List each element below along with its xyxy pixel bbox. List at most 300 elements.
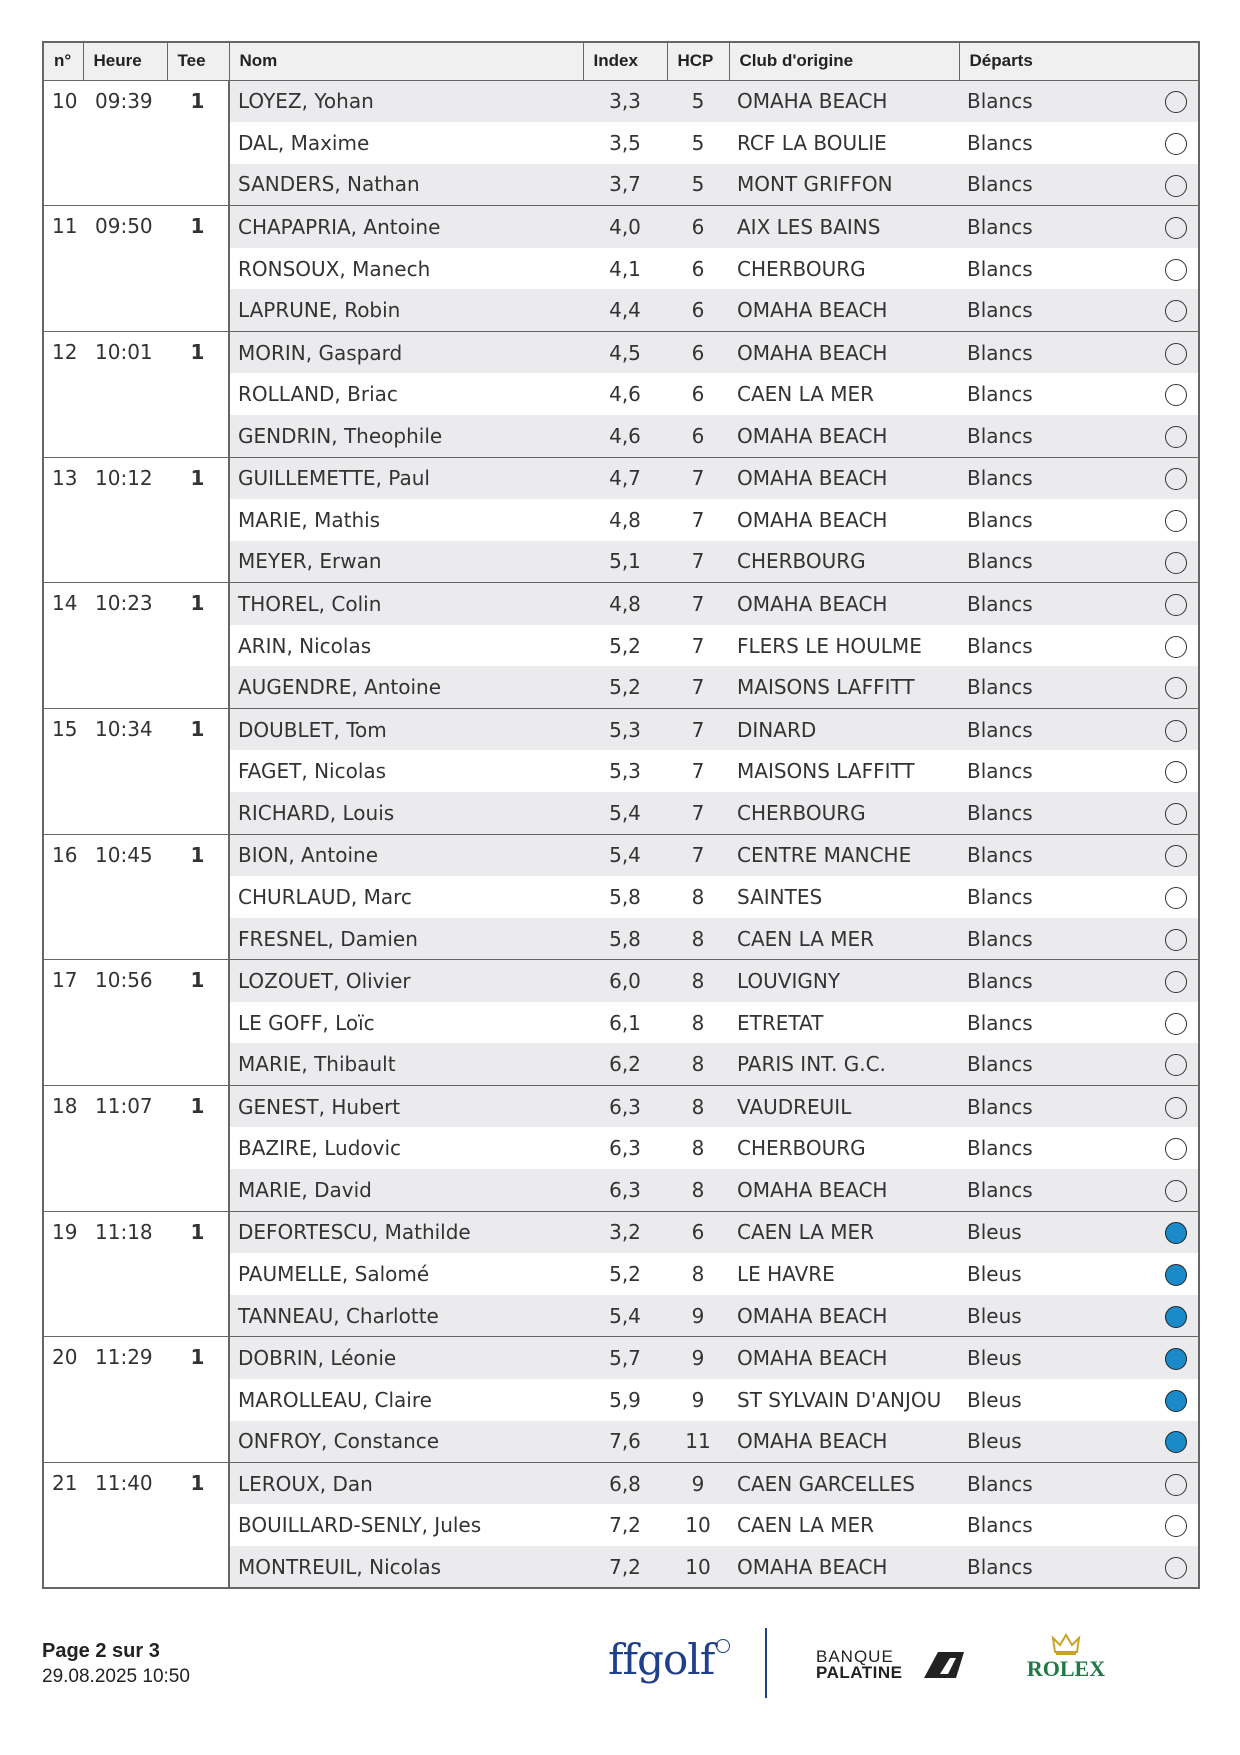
player-departure: Blancs (967, 130, 1033, 155)
tee-number: 1 (167, 80, 229, 206)
tee-number: 1 (167, 457, 229, 583)
tee-number: 1 (167, 1462, 229, 1588)
player-hcp: 9 (667, 1337, 729, 1379)
player-name: FAGET, Nicolas (238, 759, 387, 784)
table-row (43, 1085, 1199, 1127)
player-index: 6,2 (583, 1043, 667, 1085)
hollow-circle-icon (1165, 677, 1187, 699)
player-name: THOREL, Colin (229, 583, 583, 625)
blue-filled-circle-icon (1165, 1390, 1187, 1412)
departure-marker-cell (1154, 1379, 1199, 1421)
player-departure: Blancs (959, 331, 1154, 373)
player-hcp: 7 (667, 792, 729, 834)
player-index: 4,5 (583, 331, 667, 373)
hollow-circle-icon (1165, 594, 1187, 616)
hollow-circle-icon (1165, 217, 1187, 239)
departure-marker-cell (1154, 457, 1199, 499)
player-name: RICHARD, Louis (229, 792, 583, 834)
departure-marker-cell (1154, 499, 1199, 541)
hollow-circle-icon (1165, 929, 1187, 951)
player-name: BOUILLARD-SENLY, Jules (238, 1513, 482, 1538)
player-departure: Blancs (967, 382, 1033, 407)
hollow-circle-icon (1165, 845, 1187, 867)
player-departure: Blancs (959, 792, 1154, 834)
tee-number: 1 (167, 708, 229, 834)
hollow-circle-icon (1165, 510, 1187, 532)
player-departure: Bleus (959, 1337, 1154, 1379)
departure-marker-cell (1154, 750, 1199, 792)
player-hcp: 7 (667, 834, 729, 876)
player-club: PARIS INT. G.C. (729, 1043, 959, 1085)
registered-mark-icon (716, 1639, 730, 1653)
player-index: 5,1 (583, 541, 667, 583)
player-name: DEFORTESCU, Mathilde (229, 1211, 583, 1253)
player-club: CAEN LA MER (729, 1211, 959, 1253)
departure-marker-cell (1154, 792, 1199, 834)
player-club: OMAHA BEACH (729, 583, 959, 625)
player-hcp: 8 (667, 960, 729, 1002)
table-row (43, 583, 1199, 625)
group-number: 21 (43, 1462, 83, 1588)
player-club: RCF LA BOULIE (737, 130, 887, 155)
player-departure: Bleus (967, 1261, 1022, 1286)
player-hcp: 6 (691, 256, 705, 281)
player-index: 6,3 (583, 1169, 667, 1211)
player-departure: Blancs (959, 918, 1154, 960)
tee-number: 1 (167, 1337, 229, 1463)
player-index: 5,9 (609, 1387, 641, 1412)
player-club: CHERBOURG (729, 541, 959, 583)
player-club: MAISONS LAFFITT (729, 666, 959, 708)
start-list-table (42, 41, 1200, 1589)
player-departure: Blancs (959, 164, 1154, 206)
player-hcp: 9 (691, 1387, 705, 1412)
player-name: CHAPAPRIA, Antoine (229, 206, 583, 248)
player-club: CHERBOURG (729, 792, 959, 834)
departure-marker-cell (1154, 373, 1199, 415)
blue-filled-circle-icon (1165, 1264, 1187, 1286)
player-name: ROLLAND, Briac (238, 382, 398, 407)
tee-time: 09:39 (83, 80, 167, 206)
player-name: AUGENDRE, Antoine (229, 666, 583, 708)
player-index: 5,8 (583, 918, 667, 960)
group-number: 10 (43, 80, 83, 206)
rolex-logo-text: ROLEX (1026, 1656, 1106, 1681)
player-index: 4,8 (583, 583, 667, 625)
group-number: 20 (43, 1337, 83, 1463)
hollow-circle-icon (1165, 426, 1187, 448)
banque-logo-line2: PALATINE (816, 1663, 903, 1682)
player-index: 6,0 (583, 960, 667, 1002)
player-hcp: 10 (685, 1513, 711, 1538)
banque-logo-line1: BANQUE (816, 1647, 894, 1666)
player-name: GUILLEMETTE, Paul (229, 457, 583, 499)
tee-time: 10:01 (83, 331, 167, 457)
hollow-circle-icon (1165, 343, 1187, 365)
header-club: Club d'origine (729, 42, 959, 80)
group-number: 13 (43, 457, 83, 583)
departure-marker-cell (1154, 206, 1199, 248)
player-name: MARIE, David (229, 1169, 583, 1211)
player-club: CAEN LA MER (737, 1513, 875, 1538)
player-name: PAUMELLE, Salomé (238, 1261, 430, 1286)
player-hcp: 8 (667, 918, 729, 960)
departure-marker-cell (1154, 876, 1199, 918)
player-hcp: 7 (691, 507, 705, 532)
player-departure: Blancs (959, 1043, 1154, 1085)
blue-filled-circle-icon (1165, 1306, 1187, 1328)
table-row (43, 1211, 1199, 1253)
player-departure: Blancs (959, 960, 1154, 1002)
tee-time: 11:18 (83, 1211, 167, 1337)
player-name: MEYER, Erwan (229, 541, 583, 583)
hollow-circle-icon (1165, 1474, 1187, 1496)
hollow-circle-icon (1165, 552, 1187, 574)
player-index: 4,8 (609, 507, 641, 532)
departure-marker-cell (1154, 1043, 1199, 1085)
header-nom: Nom (229, 42, 583, 80)
player-departure: Blancs (959, 1085, 1154, 1127)
table-row (43, 1337, 1199, 1379)
departure-marker-cell (1154, 834, 1199, 876)
hollow-circle-icon (1165, 1013, 1187, 1035)
player-name: DOUBLET, Tom (229, 708, 583, 750)
player-name: MORIN, Gaspard (229, 331, 583, 373)
player-club: MAISONS LAFFITT (737, 759, 915, 784)
player-name: FRESNEL, Damien (229, 918, 583, 960)
player-hcp: 7 (667, 708, 729, 750)
player-hcp: 8 (691, 884, 705, 909)
player-name: MARIE, Thibault (229, 1043, 583, 1085)
player-hcp: 7 (667, 666, 729, 708)
player-index: 6,8 (583, 1462, 667, 1504)
rolex-crown-icon (1051, 1632, 1081, 1656)
table-row (43, 1462, 1199, 1504)
hollow-circle-icon (1165, 1054, 1187, 1076)
player-hcp: 7 (691, 759, 705, 784)
player-club: ST SYLVAIN D'ANJOU (737, 1387, 942, 1412)
table-row (43, 708, 1199, 750)
player-index: 5,4 (583, 1295, 667, 1337)
tee-time: 10:23 (83, 583, 167, 709)
group-number: 16 (43, 834, 83, 960)
player-club: OMAHA BEACH (729, 1295, 959, 1337)
player-departure: Blancs (959, 1169, 1154, 1211)
tee-number: 1 (167, 1211, 229, 1337)
tee-time: 10:12 (83, 457, 167, 583)
blue-filled-circle-icon (1165, 1348, 1187, 1370)
tee-number: 1 (167, 834, 229, 960)
hollow-circle-icon (1165, 300, 1187, 322)
player-departure: Bleus (959, 1295, 1154, 1337)
departure-marker-cell (1154, 1504, 1199, 1546)
blue-filled-circle-icon (1165, 1431, 1187, 1453)
hollow-circle-icon (1165, 636, 1187, 658)
player-index: 5,3 (583, 708, 667, 750)
departure-marker-cell (1154, 708, 1199, 750)
tee-time: 11:07 (83, 1085, 167, 1211)
departure-marker-cell (1154, 80, 1199, 122)
departure-marker-cell (1154, 331, 1199, 373)
player-club: CAEN GARCELLES (729, 1462, 959, 1504)
player-index: 5,3 (609, 759, 641, 784)
hollow-circle-icon (1165, 1557, 1187, 1579)
logo-divider (765, 1628, 767, 1698)
player-club: OMAHA BEACH (729, 1337, 959, 1379)
player-index: 3,3 (583, 80, 667, 122)
player-club: CAEN LA MER (737, 382, 875, 407)
player-index: 5,4 (583, 834, 667, 876)
player-departure: Blancs (959, 415, 1154, 457)
player-club: OMAHA BEACH (729, 331, 959, 373)
departure-marker-cell (1154, 122, 1199, 164)
player-departure: Blancs (967, 633, 1033, 658)
player-index: 4,7 (583, 457, 667, 499)
player-hcp: 8 (667, 1043, 729, 1085)
header-tee: Tee (167, 42, 229, 80)
departure-marker-cell (1154, 164, 1199, 206)
group-number: 19 (43, 1211, 83, 1337)
player-departure: Bleus (959, 1211, 1154, 1253)
player-index: 7,2 (609, 1513, 641, 1538)
player-departure: Blancs (967, 507, 1033, 532)
group-number: 18 (43, 1085, 83, 1211)
player-hcp: 6 (667, 331, 729, 373)
player-index: 5,2 (609, 633, 641, 658)
player-hcp: 6 (667, 1211, 729, 1253)
player-index: 6,3 (583, 1085, 667, 1127)
table-row (43, 331, 1199, 373)
tee-number: 1 (167, 331, 229, 457)
player-name: CHURLAUD, Marc (238, 884, 412, 909)
player-departure: Blancs (959, 80, 1154, 122)
player-departure: Blancs (967, 884, 1033, 909)
player-name: MAROLLEAU, Claire (238, 1387, 432, 1412)
table-row (43, 960, 1199, 1002)
player-departure: Blancs (959, 666, 1154, 708)
player-index: 7,6 (583, 1421, 667, 1463)
player-club: CHERBOURG (737, 256, 866, 281)
player-hcp: 6 (667, 415, 729, 457)
player-index: 4,1 (609, 256, 641, 281)
print-date: 29.08.2025 10:50 (42, 1666, 190, 1687)
header-heure: Heure (83, 42, 167, 80)
hollow-circle-icon (1165, 803, 1187, 825)
player-club: OMAHA BEACH (729, 1546, 959, 1588)
player-club: OMAHA BEACH (737, 507, 888, 532)
player-hcp: 5 (691, 130, 705, 155)
player-index: 6,3 (609, 1136, 641, 1161)
departure-marker-cell (1154, 1253, 1199, 1295)
table-body (43, 80, 1199, 1588)
hollow-circle-icon (1165, 1515, 1187, 1537)
departure-marker-cell (1154, 1085, 1199, 1127)
tee-time: 11:40 (83, 1462, 167, 1588)
player-club: SAINTES (737, 884, 823, 909)
player-hcp: 8 (691, 1010, 705, 1035)
player-name: LAPRUNE, Robin (229, 289, 583, 331)
hollow-circle-icon (1165, 1097, 1187, 1119)
player-club: OMAHA BEACH (729, 80, 959, 122)
tee-time: 09:50 (83, 206, 167, 332)
player-hcp: 8 (667, 1085, 729, 1127)
player-departure: Blancs (967, 1136, 1033, 1161)
page-number: Page 2 sur 3 (42, 1640, 160, 1662)
departure-marker-cell (1154, 1462, 1199, 1504)
player-hcp: 7 (667, 583, 729, 625)
tee-time: 11:29 (83, 1337, 167, 1463)
player-name: BION, Antoine (229, 834, 583, 876)
player-name: MONTREUIL, Nicolas (229, 1546, 583, 1588)
player-name: ONFROY, Constance (229, 1421, 583, 1463)
hollow-circle-icon (1165, 91, 1187, 113)
player-departure: Blancs (959, 834, 1154, 876)
hollow-circle-icon (1165, 133, 1187, 155)
departure-marker-cell (1154, 1295, 1199, 1337)
departure-marker-cell (1154, 666, 1199, 708)
player-club: LOUVIGNY (729, 960, 959, 1002)
player-club: OMAHA BEACH (729, 415, 959, 457)
table-row (43, 206, 1199, 248)
departure-marker-cell (1154, 1002, 1199, 1044)
group-number: 14 (43, 583, 83, 709)
departure-marker-cell (1154, 1337, 1199, 1379)
banque-palatine-logo (816, 1649, 902, 1681)
player-hcp: 7 (691, 633, 705, 658)
departure-marker-cell (1154, 1546, 1199, 1588)
player-name: SANDERS, Nathan (229, 164, 583, 206)
player-name: LEROUX, Dan (229, 1462, 583, 1504)
departure-marker-cell (1154, 918, 1199, 960)
player-index: 5,2 (609, 1261, 641, 1286)
player-index: 6,1 (609, 1010, 641, 1035)
player-departure: Blancs (959, 1546, 1154, 1588)
player-name: DAL, Maxime (238, 130, 370, 155)
player-departure: Blancs (967, 1010, 1033, 1035)
player-club: AIX LES BAINS (729, 206, 959, 248)
player-name: RONSOUX, Manech (238, 256, 431, 281)
tee-time: 10:56 (83, 960, 167, 1086)
player-hcp: 7 (667, 541, 729, 583)
player-departure: Blancs (959, 1462, 1154, 1504)
player-name: MARIE, Mathis (238, 507, 381, 532)
player-departure: Blancs (959, 457, 1154, 499)
departure-marker-cell (1154, 583, 1199, 625)
hollow-circle-icon (1165, 887, 1187, 909)
player-hcp: 9 (667, 1295, 729, 1337)
player-club: ETRETAT (737, 1010, 824, 1035)
player-departure: Blancs (959, 206, 1154, 248)
player-hcp: 6 (667, 289, 729, 331)
player-index: 4,6 (609, 382, 641, 407)
departure-marker-cell (1154, 625, 1199, 667)
departure-marker-cell (1154, 1127, 1199, 1169)
player-index: 5,2 (583, 666, 667, 708)
player-departure: Blancs (967, 759, 1033, 784)
player-name: LE GOFF, Loïc (238, 1010, 375, 1035)
player-hcp: 10 (667, 1546, 729, 1588)
tee-number: 1 (167, 1085, 229, 1211)
player-hcp: 5 (667, 80, 729, 122)
group-number: 11 (43, 206, 83, 332)
departure-marker-cell (1154, 541, 1199, 583)
hollow-circle-icon (1165, 1138, 1187, 1160)
hollow-circle-icon (1165, 259, 1187, 281)
player-club: OMAHA BEACH (729, 1421, 959, 1463)
departure-marker-cell (1154, 1211, 1199, 1253)
departure-marker-cell (1154, 248, 1199, 290)
player-departure: Blancs (967, 1513, 1033, 1538)
player-club: OMAHA BEACH (729, 1169, 959, 1211)
tee-number: 1 (167, 583, 229, 709)
player-club: MONT GRIFFON (729, 164, 959, 206)
hollow-circle-icon (1165, 971, 1187, 993)
player-departure: Blancs (959, 583, 1154, 625)
group-number: 12 (43, 331, 83, 457)
player-departure: Blancs (959, 289, 1154, 331)
player-name: GENDRIN, Theophile (229, 415, 583, 457)
player-name: LOYEZ, Yohan (229, 80, 583, 122)
departure-marker-cell (1154, 289, 1199, 331)
player-name: LOZOUET, Olivier (229, 960, 583, 1002)
hollow-circle-icon (1165, 761, 1187, 783)
start-list-table-wrapper (42, 41, 1198, 1589)
player-club: OMAHA BEACH (729, 289, 959, 331)
rolex-logo (1018, 1632, 1114, 1682)
player-hcp: 8 (691, 1136, 705, 1161)
player-name: GENEST, Hubert (229, 1085, 583, 1127)
player-club: VAUDREUIL (729, 1085, 959, 1127)
player-index: 7,2 (583, 1546, 667, 1588)
table-row (43, 457, 1199, 499)
tee-time: 10:34 (83, 708, 167, 834)
player-club: CENTRE MANCHE (729, 834, 959, 876)
player-hcp: 8 (691, 1261, 705, 1286)
player-hcp: 11 (667, 1421, 729, 1463)
player-departure: Blancs (959, 541, 1154, 583)
player-index: 5,7 (583, 1337, 667, 1379)
hollow-circle-icon (1165, 720, 1187, 742)
player-hcp: 6 (691, 382, 705, 407)
blue-filled-circle-icon (1165, 1222, 1187, 1244)
hollow-circle-icon (1165, 384, 1187, 406)
palatine-sail-icon (920, 1648, 966, 1682)
player-hcp: 8 (667, 1169, 729, 1211)
player-hcp: 5 (667, 164, 729, 206)
player-index: 5,4 (583, 792, 667, 834)
player-index: 4,4 (583, 289, 667, 331)
player-departure: Bleus (967, 1387, 1022, 1412)
player-hcp: 6 (667, 206, 729, 248)
table-row (43, 834, 1199, 876)
player-index: 3,7 (583, 164, 667, 206)
player-club: LE HAVRE (737, 1261, 835, 1286)
player-departure: Bleus (959, 1421, 1154, 1463)
ffgolf-logo-text: ffgolf (608, 1635, 715, 1684)
departure-marker-cell (1154, 1169, 1199, 1211)
player-name: TANNEAU, Charlotte (229, 1295, 583, 1337)
header-index: Index (583, 42, 667, 80)
player-departure: Blancs (967, 256, 1033, 281)
player-index: 4,0 (583, 206, 667, 248)
tee-time: 10:45 (83, 834, 167, 960)
player-name: DOBRIN, Léonie (229, 1337, 583, 1379)
player-index: 3,5 (609, 130, 641, 155)
hollow-circle-icon (1165, 175, 1187, 197)
departure-marker-cell (1154, 1421, 1199, 1463)
player-hcp: 7 (667, 457, 729, 499)
player-index: 5,8 (609, 884, 641, 909)
